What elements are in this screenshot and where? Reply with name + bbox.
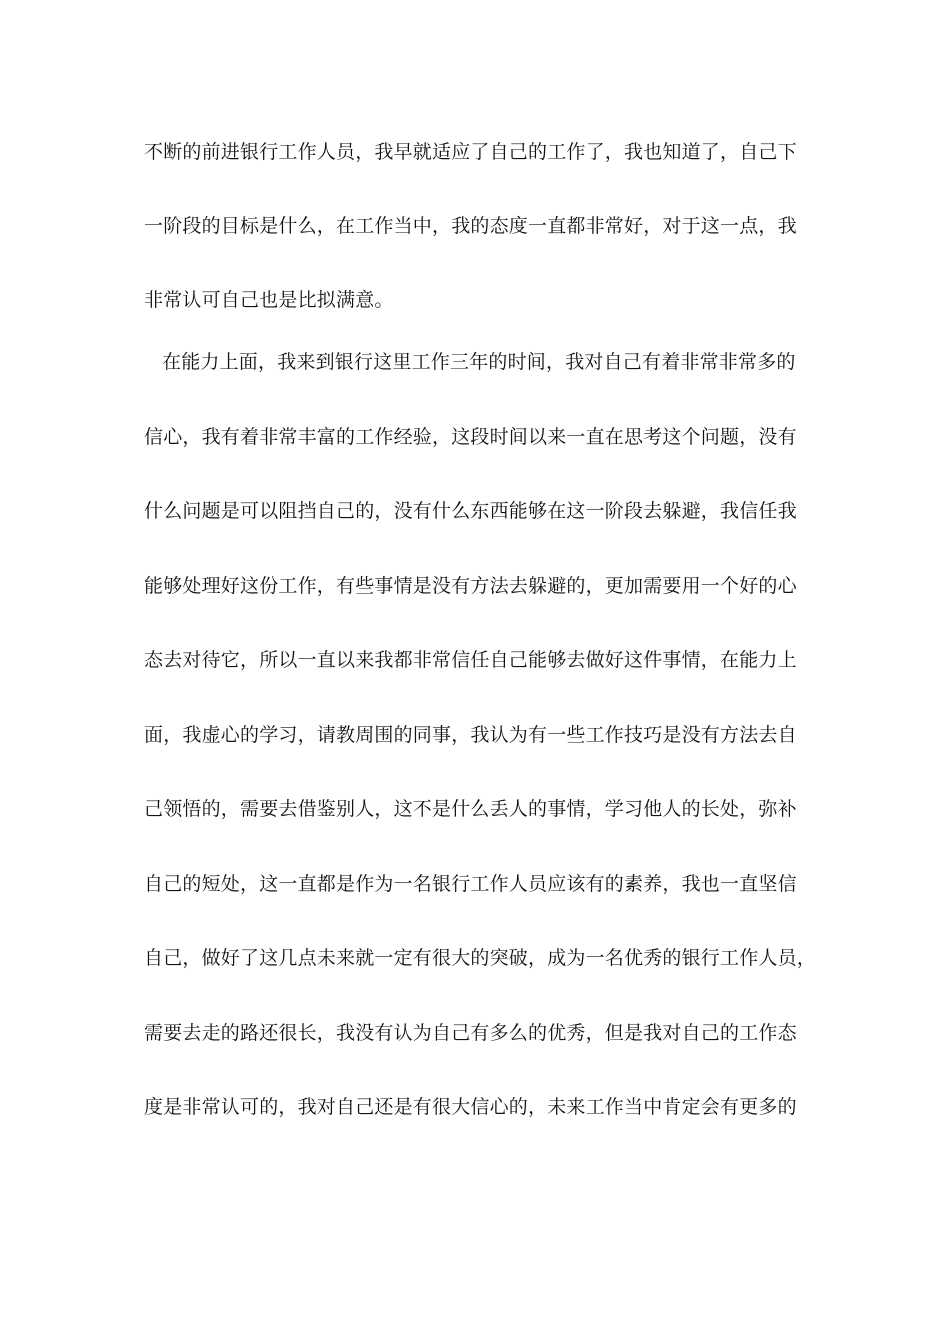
text-line: 能够处理好这份工作，有些事情是没有方法去躲避的，更加需要用一个好的心	[144, 575, 797, 597]
text-line: 不断的前进银行工作人员，我早就适应了自己的工作了，我也知道了，自己下	[144, 141, 797, 163]
paragraph-first-line: 在能力上面，我来到银行这里工作三年的时间，我对自己有着非常非常多的	[162, 351, 796, 373]
text-line: 己领悟的，需要去借鉴别人，这不是什么丢人的事情，学习他人的长处，弥补	[144, 798, 797, 820]
text-line: 度是非常认可的，我对自己还是有很大信心的，未来工作当中肯定会有更多的	[144, 1096, 797, 1118]
text-line: 什么问题是可以阻挡自己的，没有什么东西能够在这一阶段去躲避，我信任我	[144, 500, 797, 522]
text-line: 自己，做好了这几点未来就一定有很大的突破，成为一名优秀的银行工作人员，	[144, 947, 817, 969]
text-line: 非常认可自己也是比拟满意。	[144, 289, 394, 311]
text-line: 一阶段的目标是什么，在工作当中，我的态度一直都非常好，对于这一点，我	[144, 215, 797, 237]
text-line: 需要去走的路还很长，我没有认为自己有多么的优秀，但是我对自己的工作态	[144, 1022, 797, 1044]
text-line: 自己的短处，这一直都是作为一名银行工作人员应该有的素养，我也一直坚信	[144, 873, 797, 895]
text-line: 态去对待它，所以一直以来我都非常信任自己能够去做好这件事情，在能力上	[144, 649, 797, 671]
text-line: 面，我虚心的学习，请教周围的同事，我认为有一些工作技巧是没有方法去自	[144, 724, 797, 746]
text-line: 信心，我有着非常丰富的工作经验，这段时间以来一直在思考这个问题，没有	[144, 426, 797, 448]
